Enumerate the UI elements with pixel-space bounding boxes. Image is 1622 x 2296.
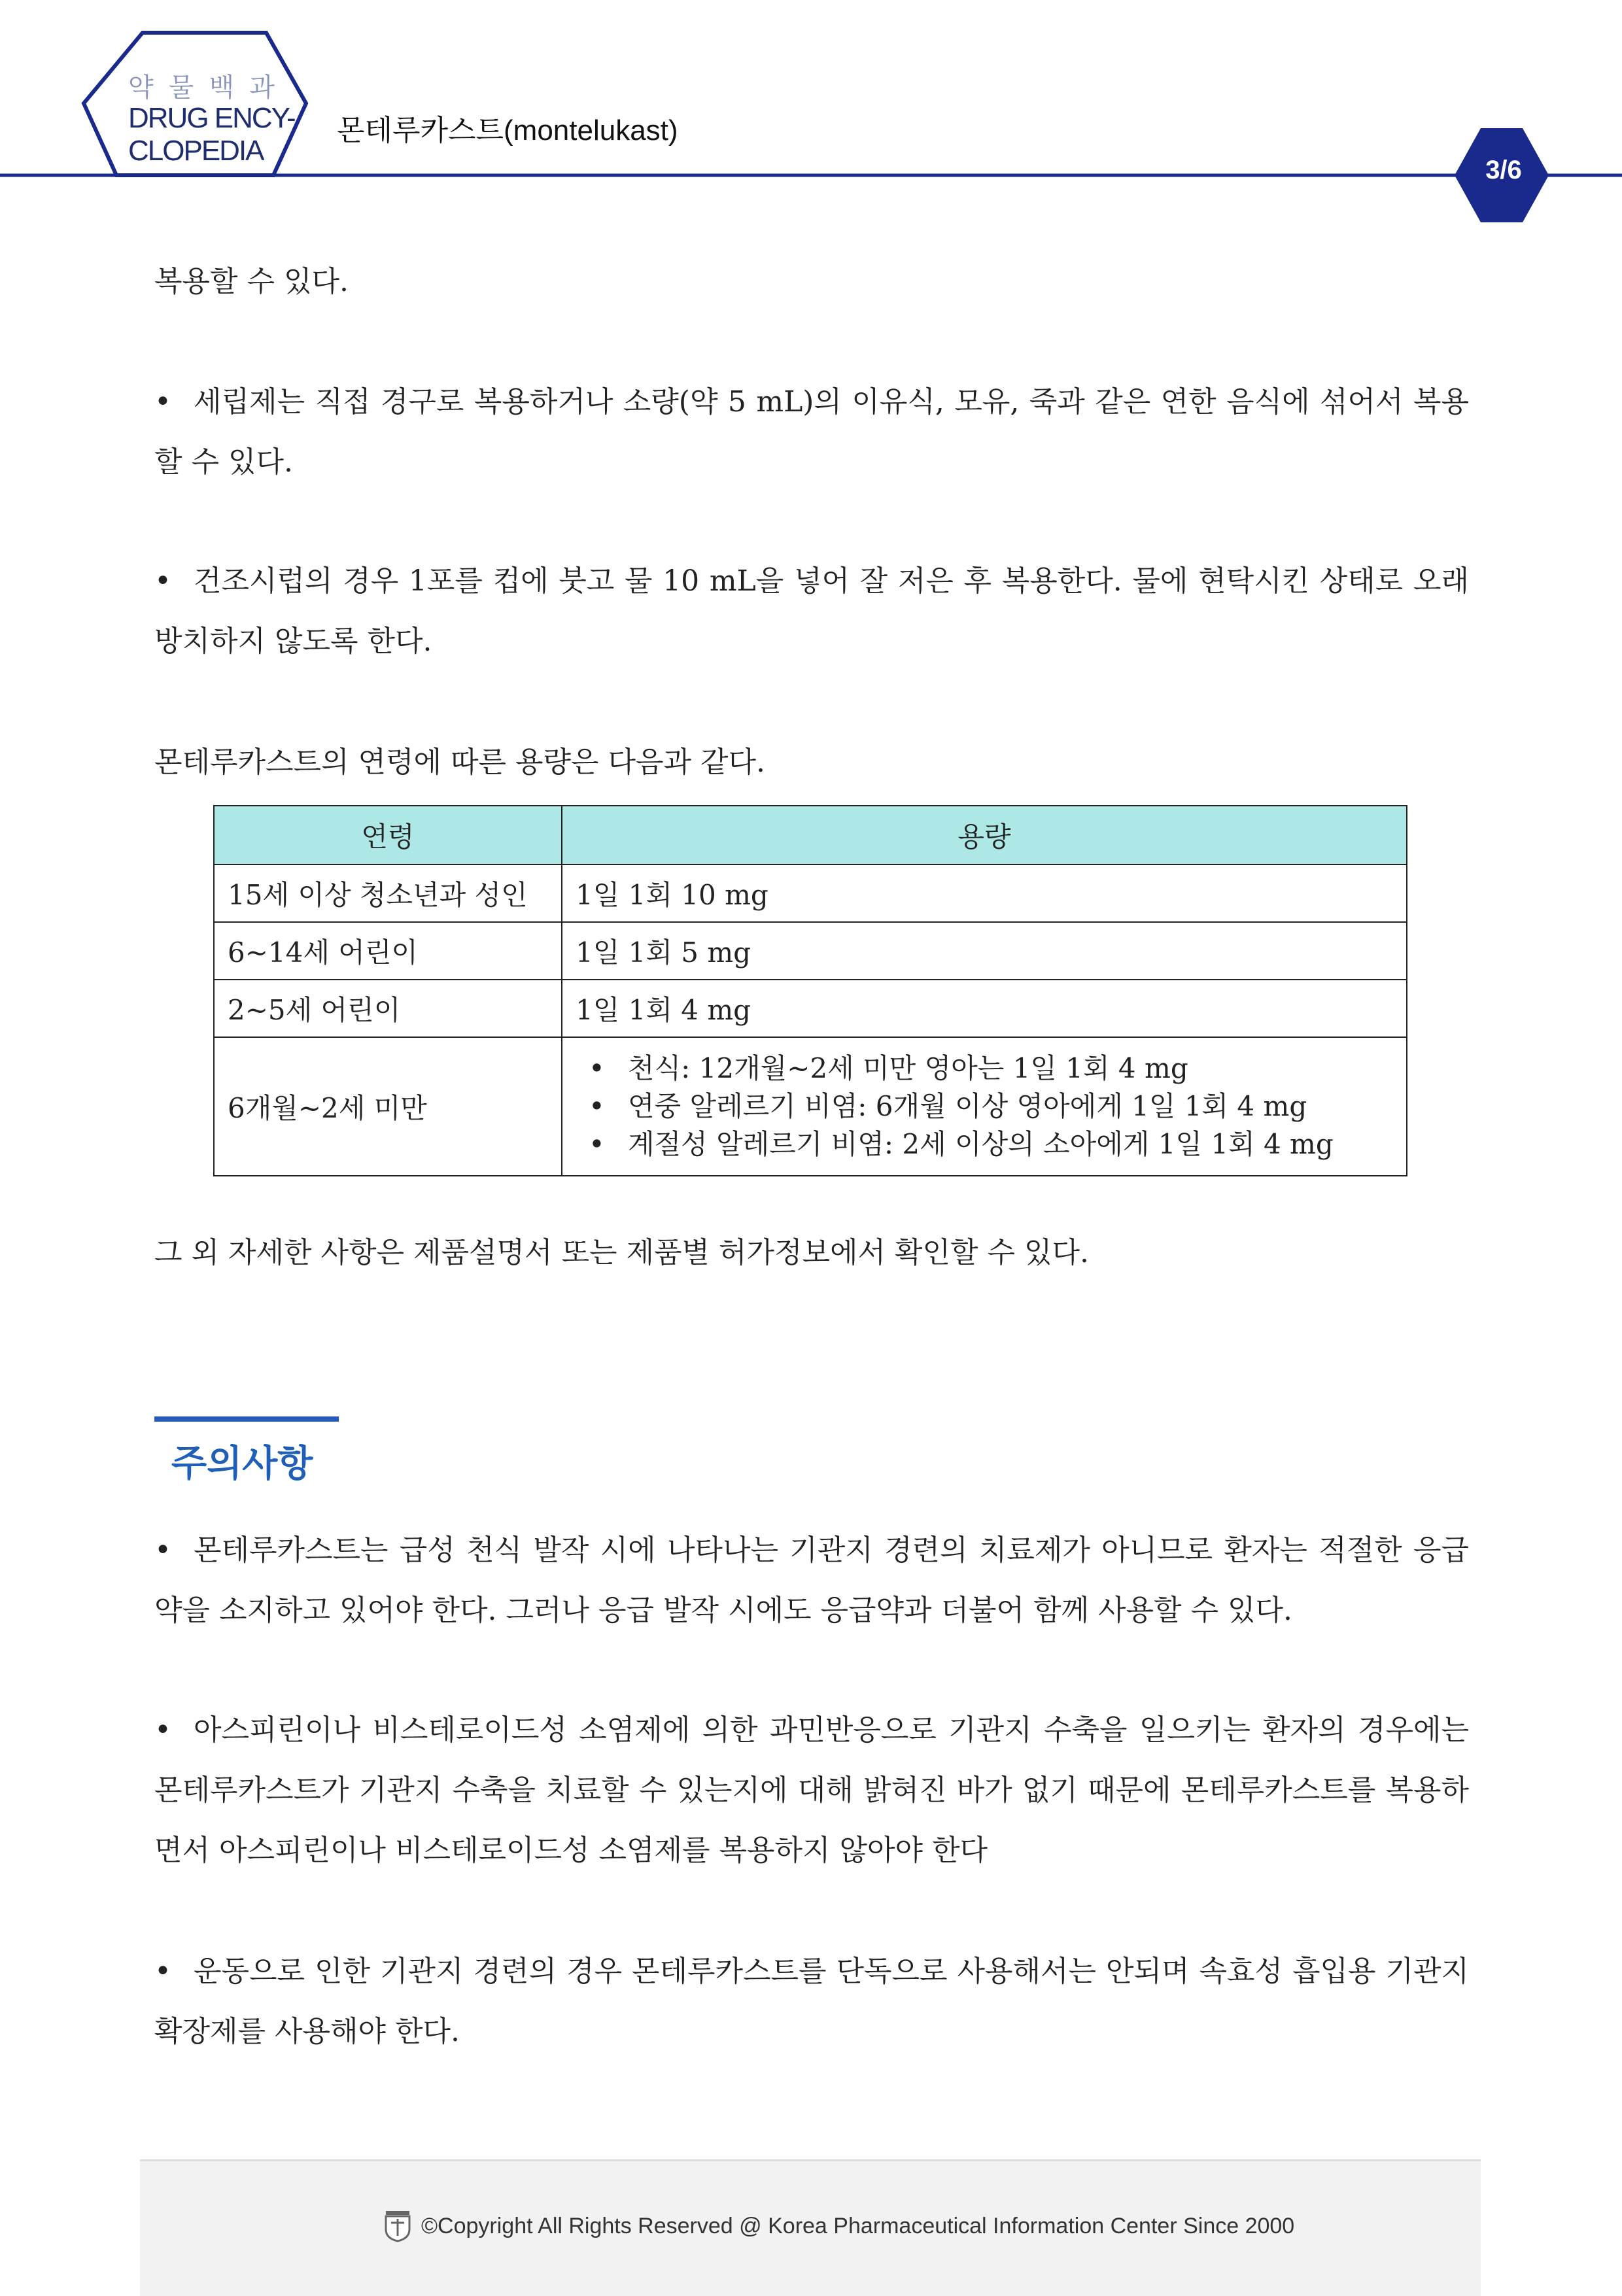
table-intro <box>154 732 1469 793</box>
bullet: • <box>154 1534 171 1567</box>
page-number: 3/6 <box>1485 156 1522 184</box>
precaution-text: 몬테루카스트는 급성 천식 발작 시에 나타나는 기관지 경련의 치료제가 아니므로 환자는 적절한 응급약을 소지하고 있어야 한다. 그러나 응급 발작 시에도 응급약과 더불어 함께 사용할 수 있다. <box>154 1534 1469 1627</box>
dose-item <box>576 1050 1393 1088</box>
paragraph-text: 세립제는 직접 경구로 복용하거나 소량(약 5 mL)의 이유식, 모유, 죽과 같은 연한 음식에 섞어서 복용할 수 있다. <box>154 385 1469 479</box>
dose-cell <box>562 1037 1407 1176</box>
dose-item-text: 계절성 알레르기 비염: 2세 이상의 소아에게 1일 1회 4 mg <box>628 1128 1334 1160</box>
bullet: • <box>589 1052 605 1084</box>
logo-line1: DRUG ENCY- <box>128 102 295 134</box>
paragraph-more-info <box>154 1223 1469 1283</box>
table-header-row <box>214 806 1407 865</box>
paragraph-text: 건조시럽의 경우 1포를 컵에 붓고 물 10 mL을 넣어 잘 저은 후 복용한다. 물에 현탁시킨 상태로 오래 방치하지 않도록 한다. <box>154 564 1469 658</box>
precaution-text: 운동으로 인한 기관지 경련의 경우 몬테루카스트를 단독으로 사용해서는 안되며 속효성 흡입용 기관지 확장제를 사용해야 한다. <box>154 1955 1469 2048</box>
precaution-item <box>154 1520 1469 1641</box>
age-cell: 6~14세 어린이 <box>214 922 562 980</box>
precaution-text: 아스피린이나 비스테로이드성 소염제에 의한 과민반응으로 기관지 수축을 일으키는 환자의 경우에는 몬테루카스트가 기관지 수축을 치료할 수 있는지에 대해 밝혀진 바가 없기 때문에 몬테루카스트를 복용하면서 아스피린이나 비스테로이드성 소염제를 복용하지 않아야 한다 <box>154 1713 1469 1867</box>
bullet: • <box>589 1090 605 1122</box>
document-title: 몬테루카스트(montelukast) <box>337 114 678 146</box>
crest-icon <box>383 2210 412 2242</box>
precaution-item <box>154 1942 1469 2062</box>
bullet: • <box>589 1128 605 1160</box>
table-row <box>214 1037 1407 1176</box>
dose-item <box>576 1125 1393 1163</box>
table-row <box>214 922 1407 980</box>
paragraph-fine-granules <box>154 372 1469 492</box>
section-heading-precautions: 주의사항 <box>171 1443 313 1484</box>
dose-cell: 1일 1회 10 mg <box>562 865 1407 922</box>
dose-item-text: 천식: 12개월~2세 미만 영아는 1일 1회 4 mg <box>628 1052 1188 1084</box>
copyright-text: ©Copyright All Rights Reserved @ Korea Pharmaceutical Information Center Since 2000 <box>421 2214 1295 2238</box>
table-row <box>214 980 1407 1037</box>
dose-item <box>576 1088 1393 1125</box>
paragraph-text: 그 외 자세한 사항은 제품설명서 또는 제품별 허가정보에서 확인할 수 있다. <box>154 1236 1089 1269</box>
paragraph-dry-syrup <box>154 551 1469 672</box>
section-bar <box>154 1416 339 1422</box>
header-age: 연령 <box>214 806 562 865</box>
paragraph-text: 몬테루카스트의 연령에 따른 용량은 다음과 같다. <box>154 745 765 779</box>
bullet: • <box>154 1713 171 1747</box>
footer <box>140 2159 1481 2296</box>
bullet: • <box>154 385 171 419</box>
logo-korean: 약 물 백 과 <box>128 73 279 102</box>
age-cell: 15세 이상 청소년과 성인 <box>214 865 562 922</box>
table-row <box>214 865 1407 922</box>
age-cell: 2~5세 어린이 <box>214 980 562 1037</box>
header-dose: 용량 <box>562 806 1407 865</box>
dose-table <box>213 805 1407 1176</box>
dose-item-text: 연중 알레르기 비염: 6개월 이상 영아에게 1일 1회 4 mg <box>628 1090 1307 1122</box>
dose-cell: 1일 1회 5 mg <box>562 922 1407 980</box>
paragraph-text: 복용할 수 있다. <box>154 265 349 298</box>
bullet: • <box>154 1955 171 1988</box>
logo-line2: CLOPEDIA <box>128 135 264 167</box>
age-cell: 6개월~2세 미만 <box>214 1037 562 1176</box>
dose-cell: 1일 1회 4 mg <box>562 980 1407 1037</box>
precaution-item <box>154 1700 1469 1881</box>
paragraph-continuation <box>154 252 1469 312</box>
bullet: • <box>154 564 171 598</box>
